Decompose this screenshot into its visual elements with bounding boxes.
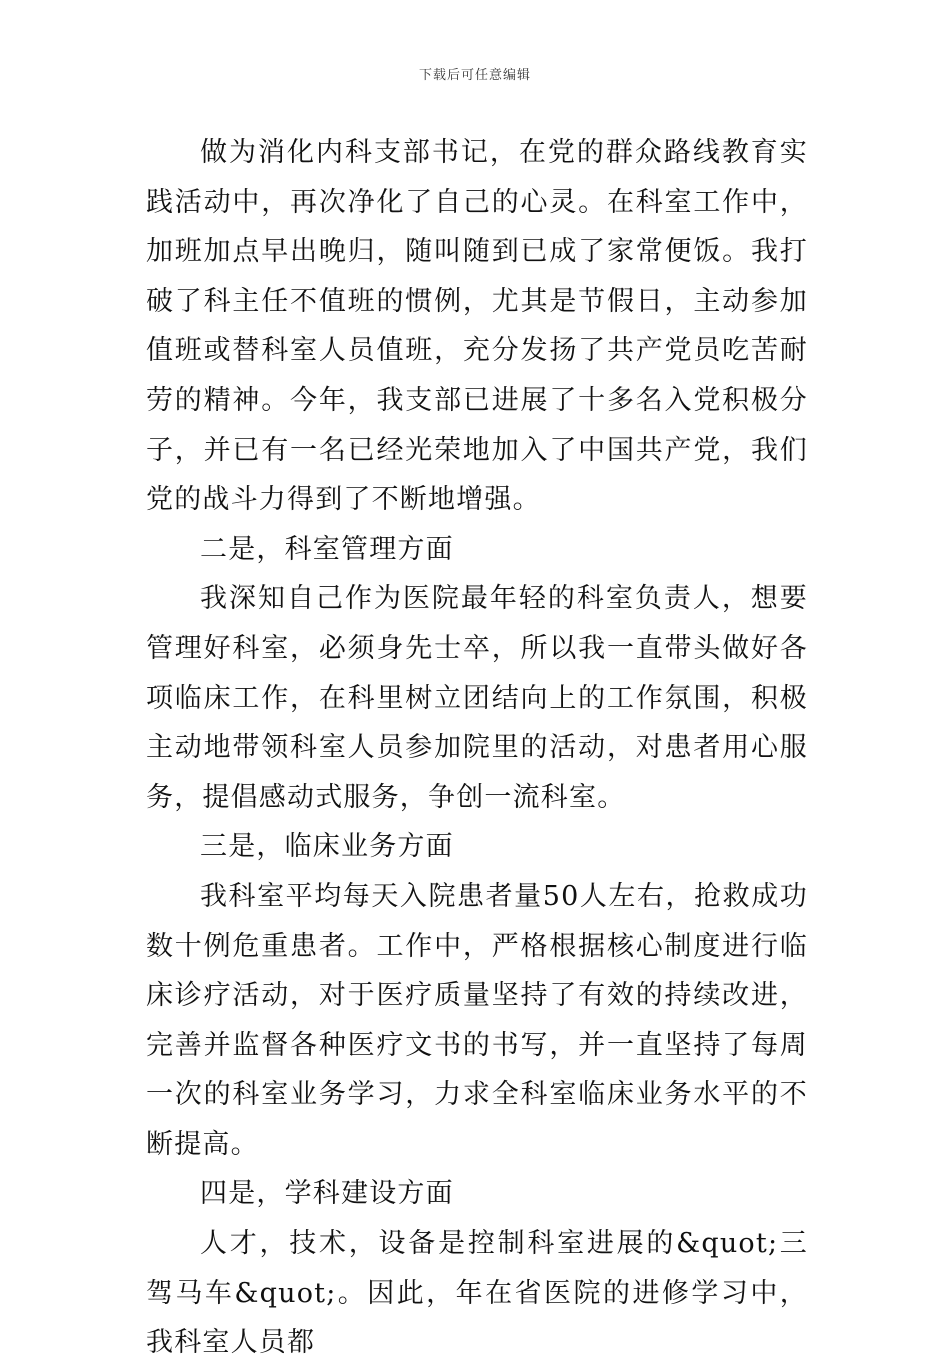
document-body [146, 128, 808, 1368]
section-heading-discipline: 四是，学科建设方面 [200, 1178, 454, 1210]
paragraph-discipline: 人才，技术，设备是控制科室进展的&quot;三驾马车&quot;。因此，年在省医院的进修学习中，我科室人员都 [146, 1228, 808, 1359]
paragraph-clinical: 我科室平均每天入院患者量50人左右，抢救成功数十例危重患者。工作中，严格根据核心制度进行临床诊疗活动，对于医疗质量坚持了有效的持续改进，完善并监督各种医疗文书的书写，并一直坚持了每周一次的科室业务学习，力求全科室临床业务水平的不断提高。 [146, 880, 808, 1160]
paragraph-party-branch: 做为消化内科支部书记，在党的群众路线教育实践活动中，再次净化了自己的心灵。在科室工作中，加班加点早出晚归，随叫随到已成了家常便饭。我打破了科主任不值班的惯例，尤其是节假日，主动参加值班或替科室人员值班，充分发扬了共产党员吃苦耐劳的精神。今年，我支部已进展了十多名入党积极分子，并已有一名已经光荣地加入了中国共产党，我们党的战斗力得到了不断地增强。 [146, 137, 808, 516]
header-note: 下载后可任意编辑 [418, 68, 531, 83]
section-heading-clinical: 三是，临床业务方面 [200, 831, 454, 863]
section-heading-management: 二是，科室管理方面 [200, 533, 454, 565]
paragraph-management: 我深知自己作为医院最年轻的科室负责人，想要管理好科室，必须身先士卒，所以我一直带头做好各项临床工作，在科里树立团结向上的工作氛围，积极主动地带领科室人员参加院里的活动，对患者用心服务，提倡感动式服务，争创一流科室。 [146, 583, 808, 813]
